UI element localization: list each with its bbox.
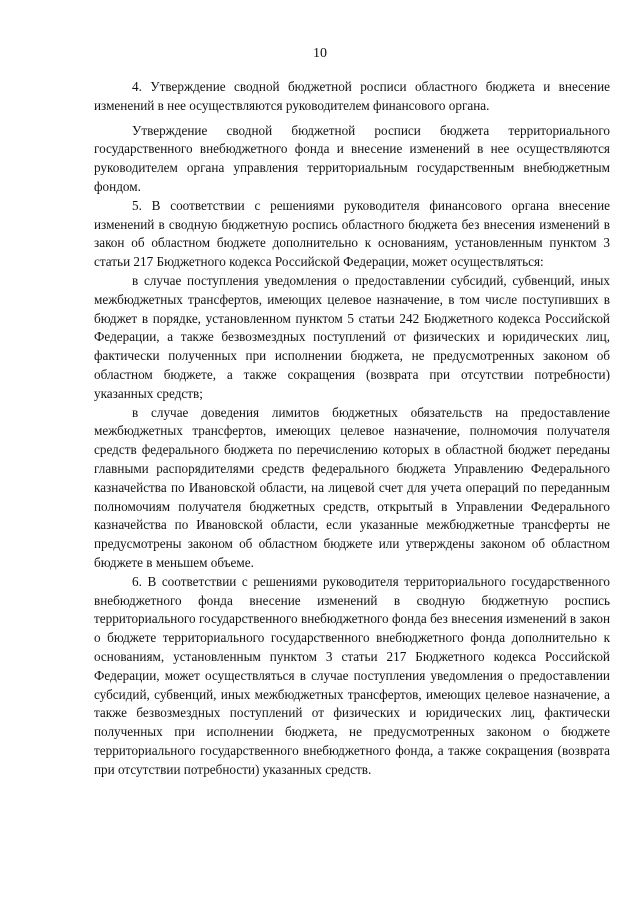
document-body [94, 78, 610, 779]
page-number: 10 [313, 46, 327, 61]
paragraph-4-continuation: Утверждение сводной бюджетной росписи бюджета территориального государственного внебюджетного фонда и внесение изменений в нее осуществляются руководителем органа управления территориальным государственным внебюджетным фондом. [94, 122, 610, 194]
paragraph-5-case-2: в случае доведения лимитов бюджетных обязательств на предоставление межбюджетных трансфертов, имеющих целевое назначение, полномочия получателя средств федерального бюджета по перечислению которых в областной бюджет переданы главными распорядителями средств федерального бюджета Управлению Федерального казначейства по Ивановской области, на лицевой счет для учета операций по переданным полномочиям получателя бюджетных средств, открытый в Управлении Федерального казначейства по Ивановской области, если указанные межбюджетные трансферты не предусмотрены законом об областном бюджете или утверждены законом об областном бюджете в меньшем объеме. [94, 404, 610, 570]
paragraph-4: 4. Утверждение сводной бюджетной росписи областного бюджета и внесение изменений в нее осуществляются руководителем финансового органа. [94, 79, 610, 113]
paragraph-5: 5. В соответствии с решениями руководителя финансового органа внесение изменений в сводную бюджетную роспись областного бюджета без внесения изменений в закон об областном бюджете дополнительно к основаниям, установленным пунктом 3 статьи 217 Бюджетного кодекса Российской Федерации, может осуществляться: [94, 197, 610, 270]
paragraph-6: 6. В соответствии с решениями руководителя территориального государственного внебюджетного фонда внесение изменений в сводную бюджетную роспись территориального государственного внебюджетного фонда без внесения изменений в закон о бюджете территориального государственного внебюджетного фонда дополнительно к основаниям, установленным пунктом 3 статьи 217 Бюджетного кодекса Российской Федерации, может осуществляться в случае поступления уведомления о предоставлении субсидий, субвенций, иных межбюджетных трансфертов, имеющих целевое назначение, а также безвозмездных поступлений от физических и юридических лиц, фактически полученных при исполнении бюджета, не предусмотренных законом о бюджете территориального государственного внебюджетного фонда, а также сокращения (возврата при отсутствии потребности) указанных средств. [94, 573, 610, 777]
paragraph-5-case-1: в случае поступления уведомления о предоставлении субсидий, субвенций, иных межбюджетных трансфертов, имеющих целевое назначение, в том числе поступивших в бюджет в порядке, установленном пунктом 5 статьи 242 Бюджетного кодекса Российской Федерации, а также безвозмездных поступлений от физических и юридических лиц, фактически полученных при исполнении бюджета, не предусмотренных законом об областном бюджете, а также сокращения (возврата при отсутствии потребности) указанных средств; [94, 272, 610, 401]
